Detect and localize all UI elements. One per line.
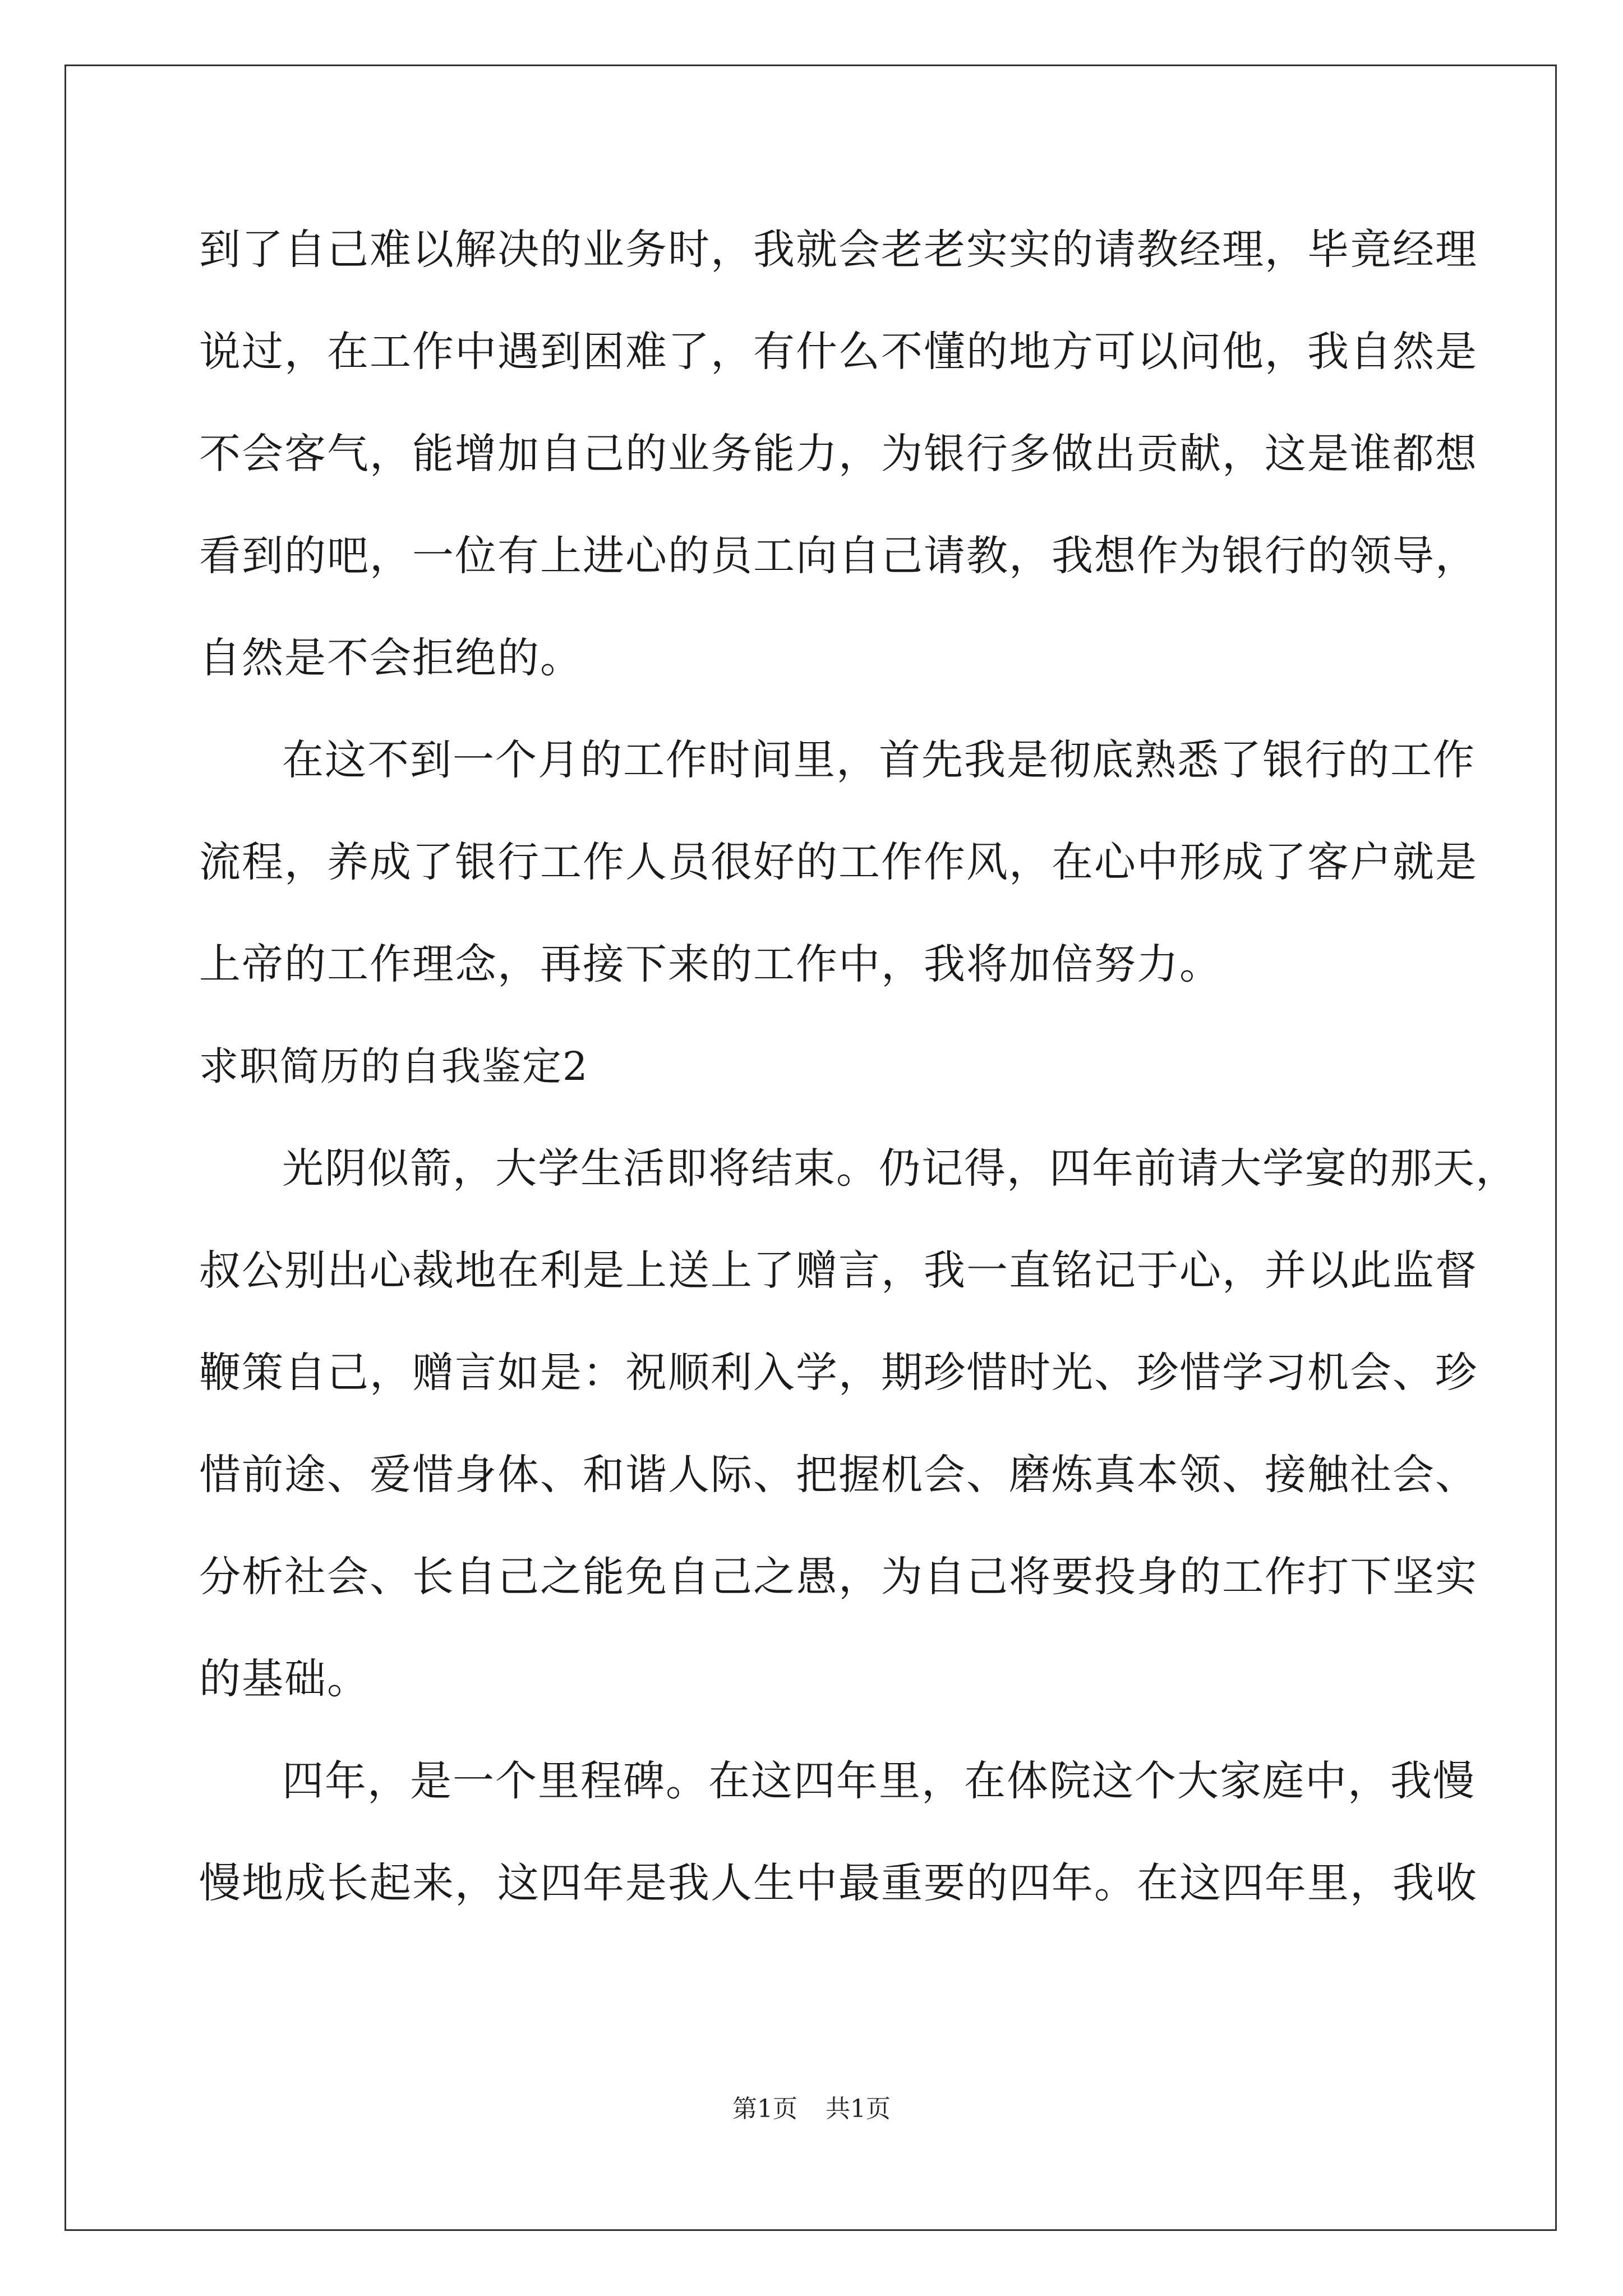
paragraph-line: 惜前途、爱惜身体、和谐人际、把握机会、磨炼真本领、接触社会、 [199,1451,1478,1499]
paragraph-line: 分析社会、长自己之能免自己之愚，为自己将要投身的工作打下坚实 [199,1553,1478,1601]
page-number-current: 第1页 [732,2095,797,2123]
paragraph-line: 光阴似箭，大学生活即将结束。仍记得，四年前请大学宴的那天， [282,1144,1518,1193]
page-number-total: 共1页 [826,2095,891,2123]
paragraph-line: 说过，在工作中遇到困难了，有什么不懂的地方可以问他，我自然是 [199,328,1478,376]
paragraph-line: 叔公别出心裁地在利是上送上了赠言，我一直铭记于心，并以此监督 [199,1246,1478,1295]
paragraph-line: 上帝的工作理念，再接下来的工作中，我将加倍努力。 [199,940,1222,988]
paragraph-line: 看到的吧，一位有上进心的员工向自己请教，我想作为银行的领导， [199,532,1478,580]
paragraph-line: 不会客气，能增加自己的业务能力，为银行多做出贡献，这是谁都想 [199,430,1478,478]
paragraph-line: 自然是不会拒绝的。 [199,634,583,682]
section-heading: 求职简历的自我鉴定2 [199,1043,589,1089]
paragraph-line: 到了自己难以解决的业务时，我就会老老实实的请教经理，毕竟经理 [199,226,1478,274]
paragraph-line: 鞭策自己，赠言如是：祝顺利入学，期珍惜时光、珍惜学习机会、珍 [199,1349,1478,1397]
paragraph-line: 流程，养成了银行工作人员很好的工作作风，在心中形成了客户就是 [199,838,1478,886]
paragraph-line: 在这不到一个月的工作时间里，首先我是彻底熟悉了银行的工作 [282,736,1476,784]
paragraph-line: 四年，是一个里程碑。在这四年里，在体院这个大家庭中，我慢 [282,1757,1476,1805]
paragraph-line: 的基础。 [199,1655,370,1703]
page-footer [0,2092,1623,2126]
paragraph-line: 慢地成长起来，这四年是我人生中最重要的四年。在这四年里，我收 [199,1859,1478,1907]
